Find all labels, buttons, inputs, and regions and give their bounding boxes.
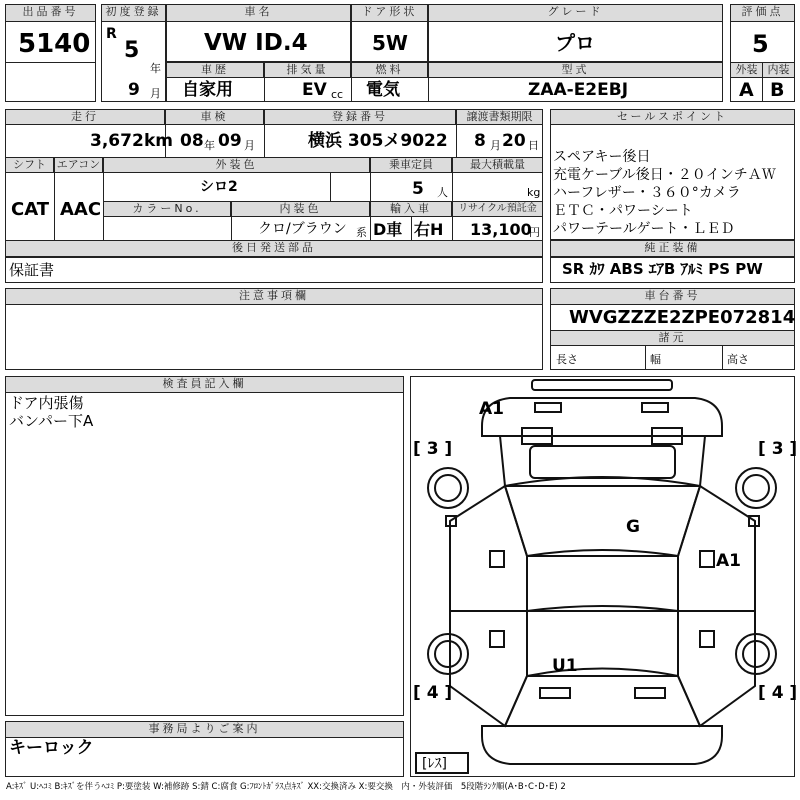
inspection-month-unit: 月 (244, 139, 255, 152)
door-value: 5W (372, 31, 408, 55)
model-label: 型式 (428, 62, 723, 78)
office-note: キーロック (9, 738, 94, 758)
history-value: 自家用 (182, 80, 233, 100)
name-label: 車名 (166, 4, 351, 22)
interior-grade: B (770, 79, 785, 101)
inspection-label: 車検 (165, 109, 264, 125)
inspector-note-1: ドア内張傷 (9, 394, 84, 412)
score-value: 5 (752, 30, 769, 58)
load-label: 最大積載量 (452, 157, 543, 173)
dims-width: 幅 (650, 353, 661, 366)
office-label: 事務局よりご案内 (5, 721, 404, 738)
tire-front-left: [ 3 ] (413, 439, 453, 459)
reg-year-unit: 年 (150, 62, 161, 75)
mark-side: A1 (716, 551, 741, 571)
displacement-label: 排気量 (264, 62, 351, 78)
capacity-label: 乗車定員 (370, 157, 452, 173)
shift-value: CAT (11, 199, 50, 220)
reg-year: 5 (124, 38, 140, 63)
transfer-label: 譲渡書類期限 (456, 109, 543, 125)
recycle-label: リサイクル預託金 (452, 201, 543, 217)
capacity-unit: 人 (437, 186, 448, 199)
shift-label: シフト (5, 157, 54, 173)
door-label: ドア形状 (351, 4, 428, 22)
interior-label: 内装 (762, 62, 795, 78)
transfer-day-unit: 日 (528, 139, 539, 152)
load-unit: kg (527, 186, 541, 199)
equipment-label: 純正装備 (550, 240, 795, 257)
caution-label: 注意事項欄 (5, 288, 543, 305)
dims-height: 高さ (727, 353, 749, 366)
exterior-grade: A (739, 79, 754, 101)
mileage-value: 3,672 (90, 131, 144, 151)
sales-line-1: スペアキー後日 (553, 149, 651, 165)
car-name: VW ID.4 (204, 30, 308, 56)
reg-month: 9 (128, 80, 140, 100)
lot-label: 出品番号 (5, 4, 96, 22)
inspection-year-unit: 年 (204, 139, 215, 152)
reg-month-unit: 月 (150, 87, 161, 100)
recycle-unit: 円 (529, 226, 540, 239)
spare-tire: [ﾚｽ] (422, 756, 447, 772)
mileage-unit: km (144, 131, 174, 151)
import-label: 輸入車 (370, 201, 452, 217)
sales-line-4: ＥＴＣ・パワーシート (553, 203, 693, 219)
mark-roof: G (626, 517, 640, 537)
later-label: 後日発送部品 (5, 240, 543, 257)
plate-value: 横浜 305メ9022 (308, 131, 448, 151)
score-label: 評価点 (730, 4, 795, 22)
tire-rear-left: [ 4 ] (413, 683, 453, 703)
reg-label: 初度登録 (101, 4, 166, 22)
displacement-unit: cc (331, 88, 344, 101)
fuel-value: 電気 (366, 80, 400, 100)
reg-era: R (106, 26, 117, 42)
capacity-value: 5 (412, 179, 424, 199)
recycle-value: 13,100 (470, 220, 532, 239)
int-color-value: クロ/ブラウン (258, 221, 347, 237)
grade-value: プロ (555, 31, 595, 55)
transfer-month-unit: 月 (490, 139, 501, 152)
import-value: D車 (373, 220, 403, 239)
mark-front: A1 (479, 399, 504, 419)
inspection-month: 09 (218, 131, 242, 151)
car-outline (410, 376, 798, 777)
fuel-label: 燃料 (351, 62, 428, 78)
sales-line-3: ハーフレザー・３６０°カメラ (553, 185, 741, 201)
vin-label: 車台番号 (550, 288, 795, 305)
ac-value: AAC (60, 199, 102, 220)
dims-label: 諸元 (550, 330, 795, 346)
equipment-items: SR ｶﾜ ABS ｴｱB ｱﾙﾐ PS PW (562, 260, 763, 278)
exterior-label: 外装 (730, 62, 763, 78)
later-box (5, 257, 543, 283)
int-color-unit: 系 (356, 226, 367, 239)
ac-label: エアコン (54, 157, 103, 173)
sales-line-2: 充電ケーブル後日・２０インチＡＷ (553, 167, 776, 183)
mileage-label: 走行 (5, 109, 165, 125)
later-value: 保証書 (9, 261, 55, 279)
transfer-day: 20 (502, 131, 526, 151)
handle-value: 右H (414, 220, 444, 239)
tire-front-right: [ 3 ] (758, 439, 798, 459)
lot-number: 5140 (18, 29, 91, 59)
tire-rear-right: [ 4 ] (758, 683, 798, 703)
inspection-year: 08 (180, 131, 204, 151)
displacement-value: EV (302, 80, 327, 100)
mark-rear: U1 (552, 656, 578, 676)
sales-line-5: パワーテールゲート・ＬＥＤ (553, 221, 735, 237)
inspector-note-2: バンパー下A (9, 412, 94, 430)
dims-length: 長さ (556, 353, 578, 366)
history-label: 車歴 (166, 62, 264, 78)
ext-color-label: 外装色 (103, 157, 370, 173)
legend: A:ｷｽﾞ U:ﾍｺﾐ B:ｷｽﾞを伴うﾍｺﾐ P:要塗装 W:補修跡 S:錆 C:腐食 G:ﾌﾛﾝﾄｶﾞﾗｽ点ｷｽﾞ XX:交換済み X:要交換 内・外装評価 5段階ﾗﾝｸ順(A･B･C･D･E) 2 (6, 782, 566, 792)
vin-value: WVGZZZE2ZPE072814 (569, 307, 796, 328)
inspector-label: 検査員記入欄 (5, 376, 404, 393)
model-value: ZAA-E2EBJ (528, 80, 629, 100)
int-color-label: 内装色 (231, 201, 370, 217)
sales-label: セールスポイント (550, 109, 795, 125)
transfer-month: 8 (474, 131, 486, 151)
plate-label: 登録番号 (264, 109, 456, 125)
grade-label: グレード (428, 4, 723, 22)
color-no-label: カラーNo. (103, 201, 231, 217)
ext-color-value: シロ2 (200, 179, 238, 195)
